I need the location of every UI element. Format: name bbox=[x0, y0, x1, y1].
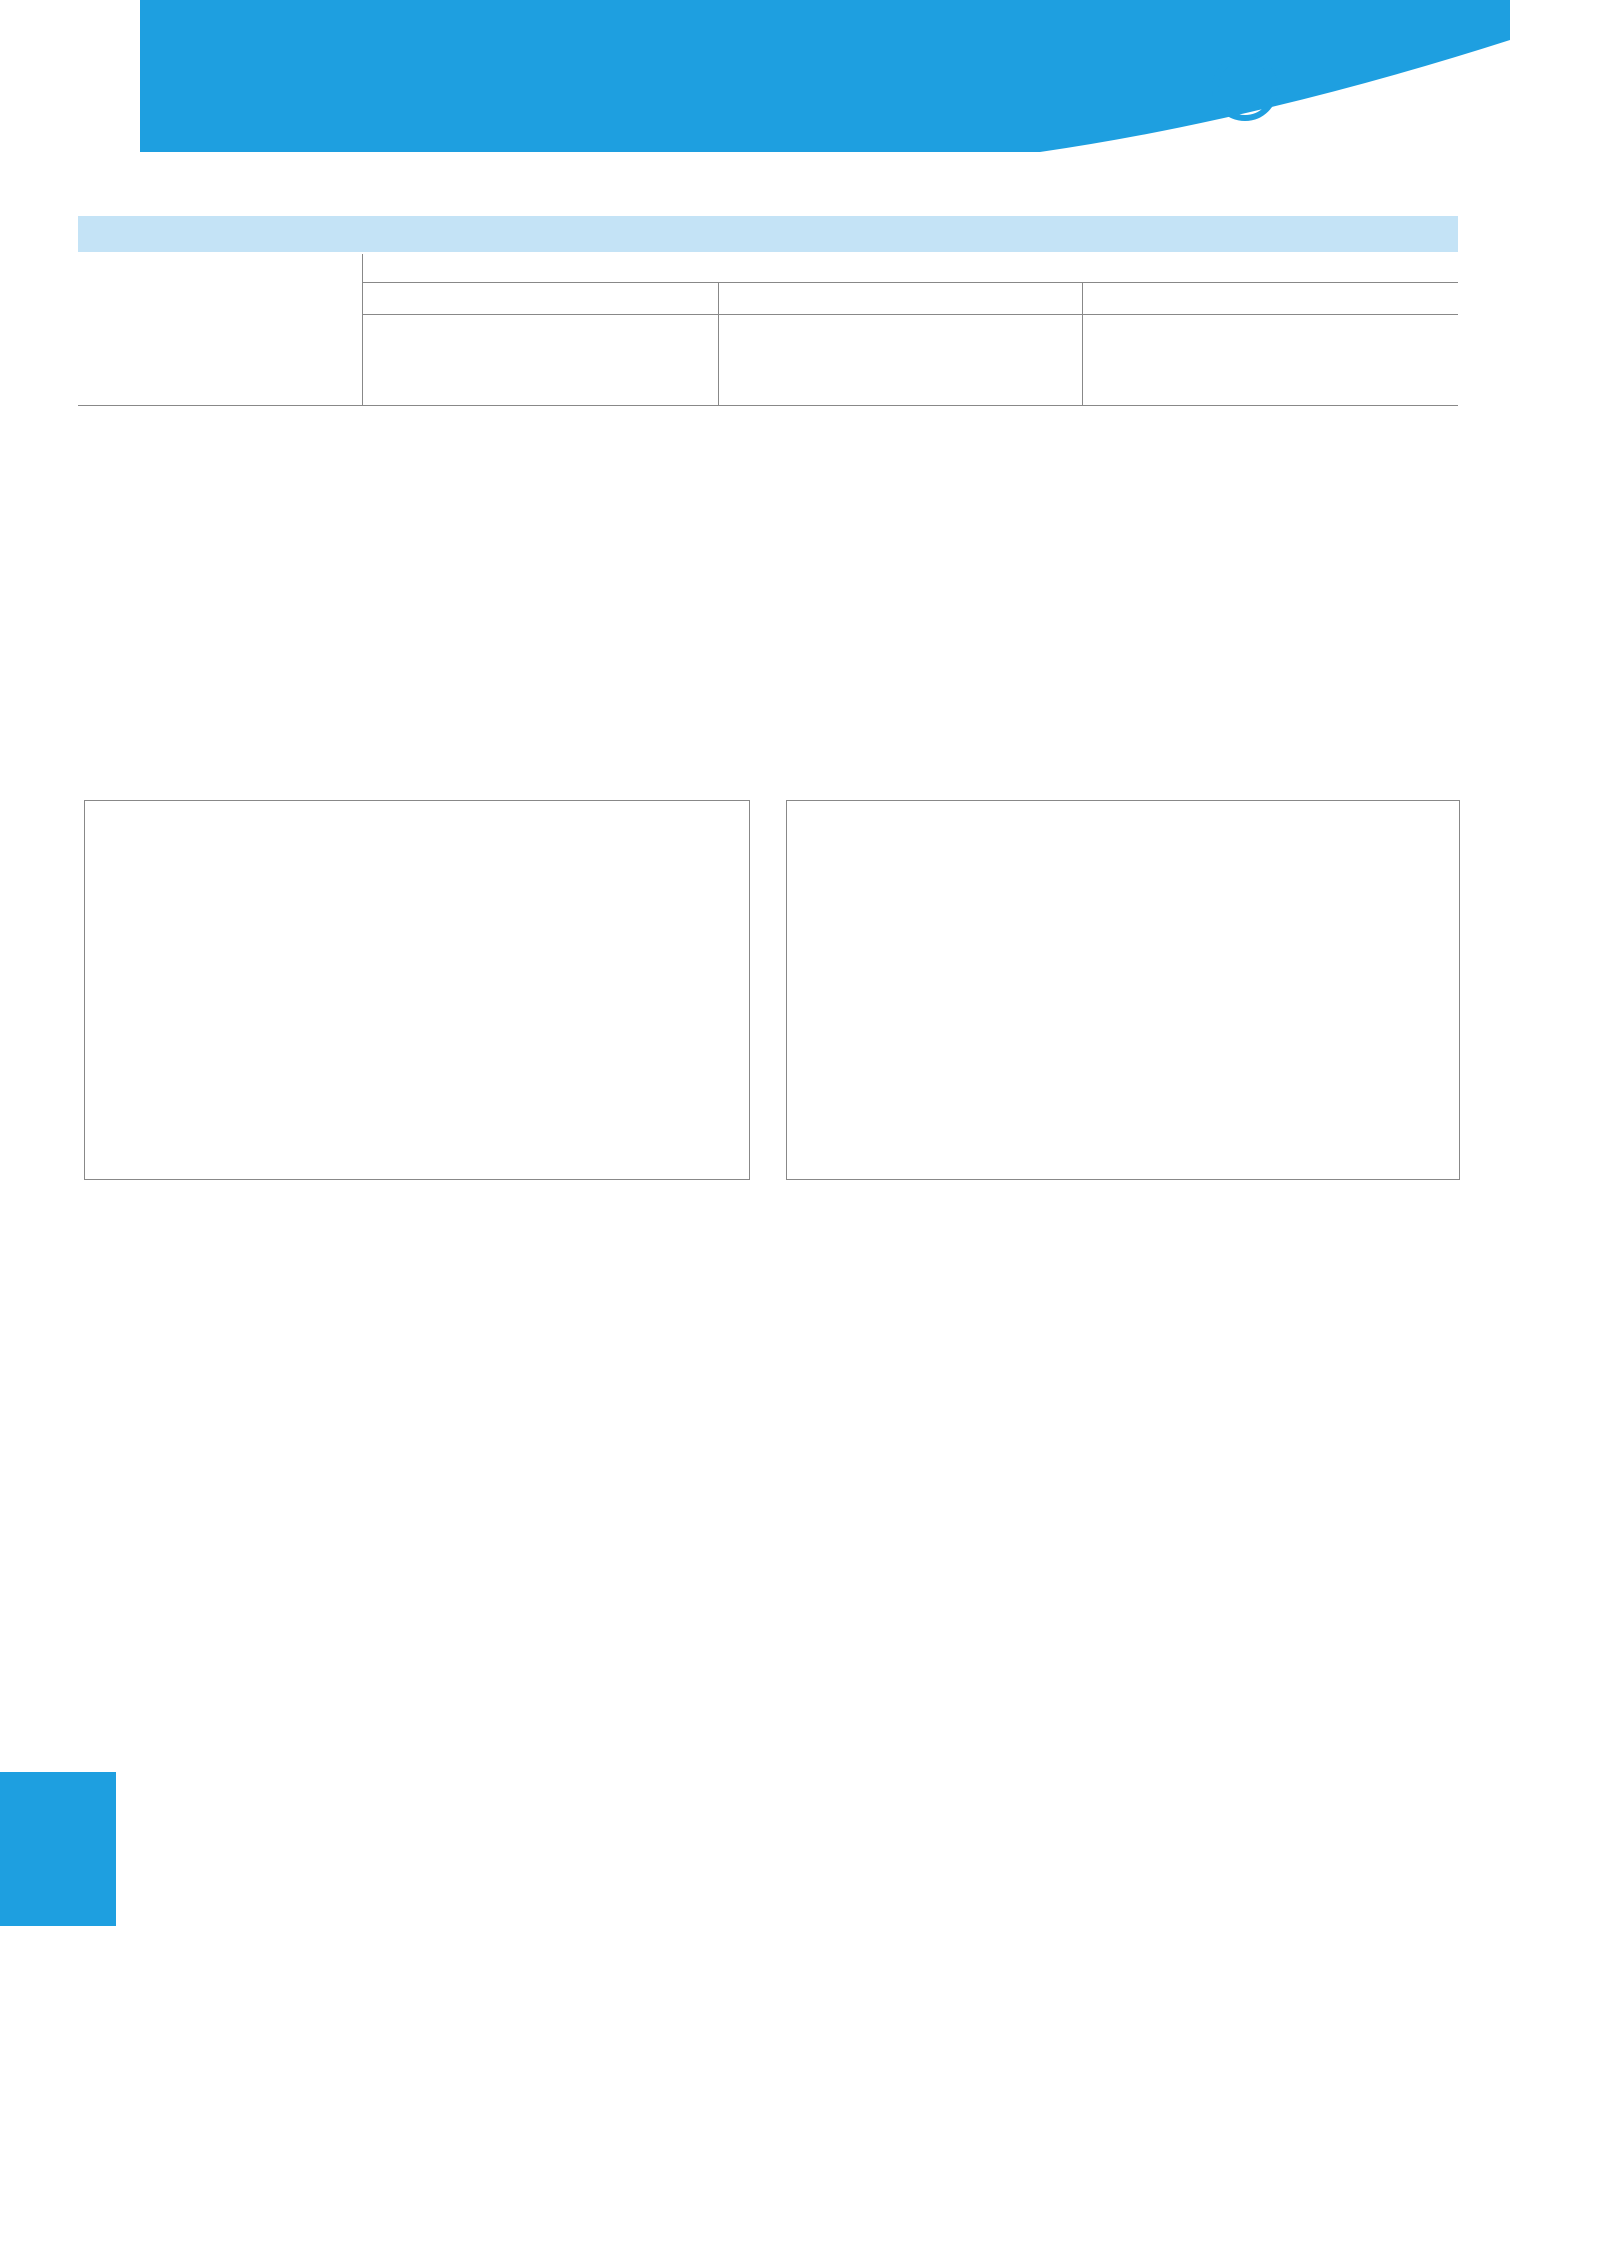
chart-r22-coil-range bbox=[780, 1740, 1470, 2116]
col-current bbox=[362, 315, 538, 406]
contacts-bar bbox=[78, 216, 1458, 252]
col-current bbox=[1082, 315, 1262, 406]
group-ac7a bbox=[362, 283, 718, 315]
category-header bbox=[362, 254, 1458, 283]
header-wave-decoration bbox=[140, 0, 1510, 152]
col-current bbox=[718, 315, 898, 406]
chart-h22-dc1-2232 bbox=[84, 800, 750, 1180]
chart-h22-dc1-2244 bbox=[786, 800, 1460, 1180]
contacts-table bbox=[78, 254, 1458, 406]
finder-logo-icon bbox=[1212, 55, 1278, 121]
side-tab bbox=[0, 1772, 116, 1926]
group-ac7c bbox=[1082, 283, 1458, 315]
header-band bbox=[140, 0, 1510, 152]
col-life bbox=[538, 315, 718, 406]
finder-logo bbox=[1212, 52, 1282, 124]
col-life bbox=[898, 315, 1082, 406]
group-ac7b bbox=[718, 283, 1082, 315]
type-header bbox=[78, 254, 362, 406]
col-life bbox=[1262, 315, 1458, 406]
